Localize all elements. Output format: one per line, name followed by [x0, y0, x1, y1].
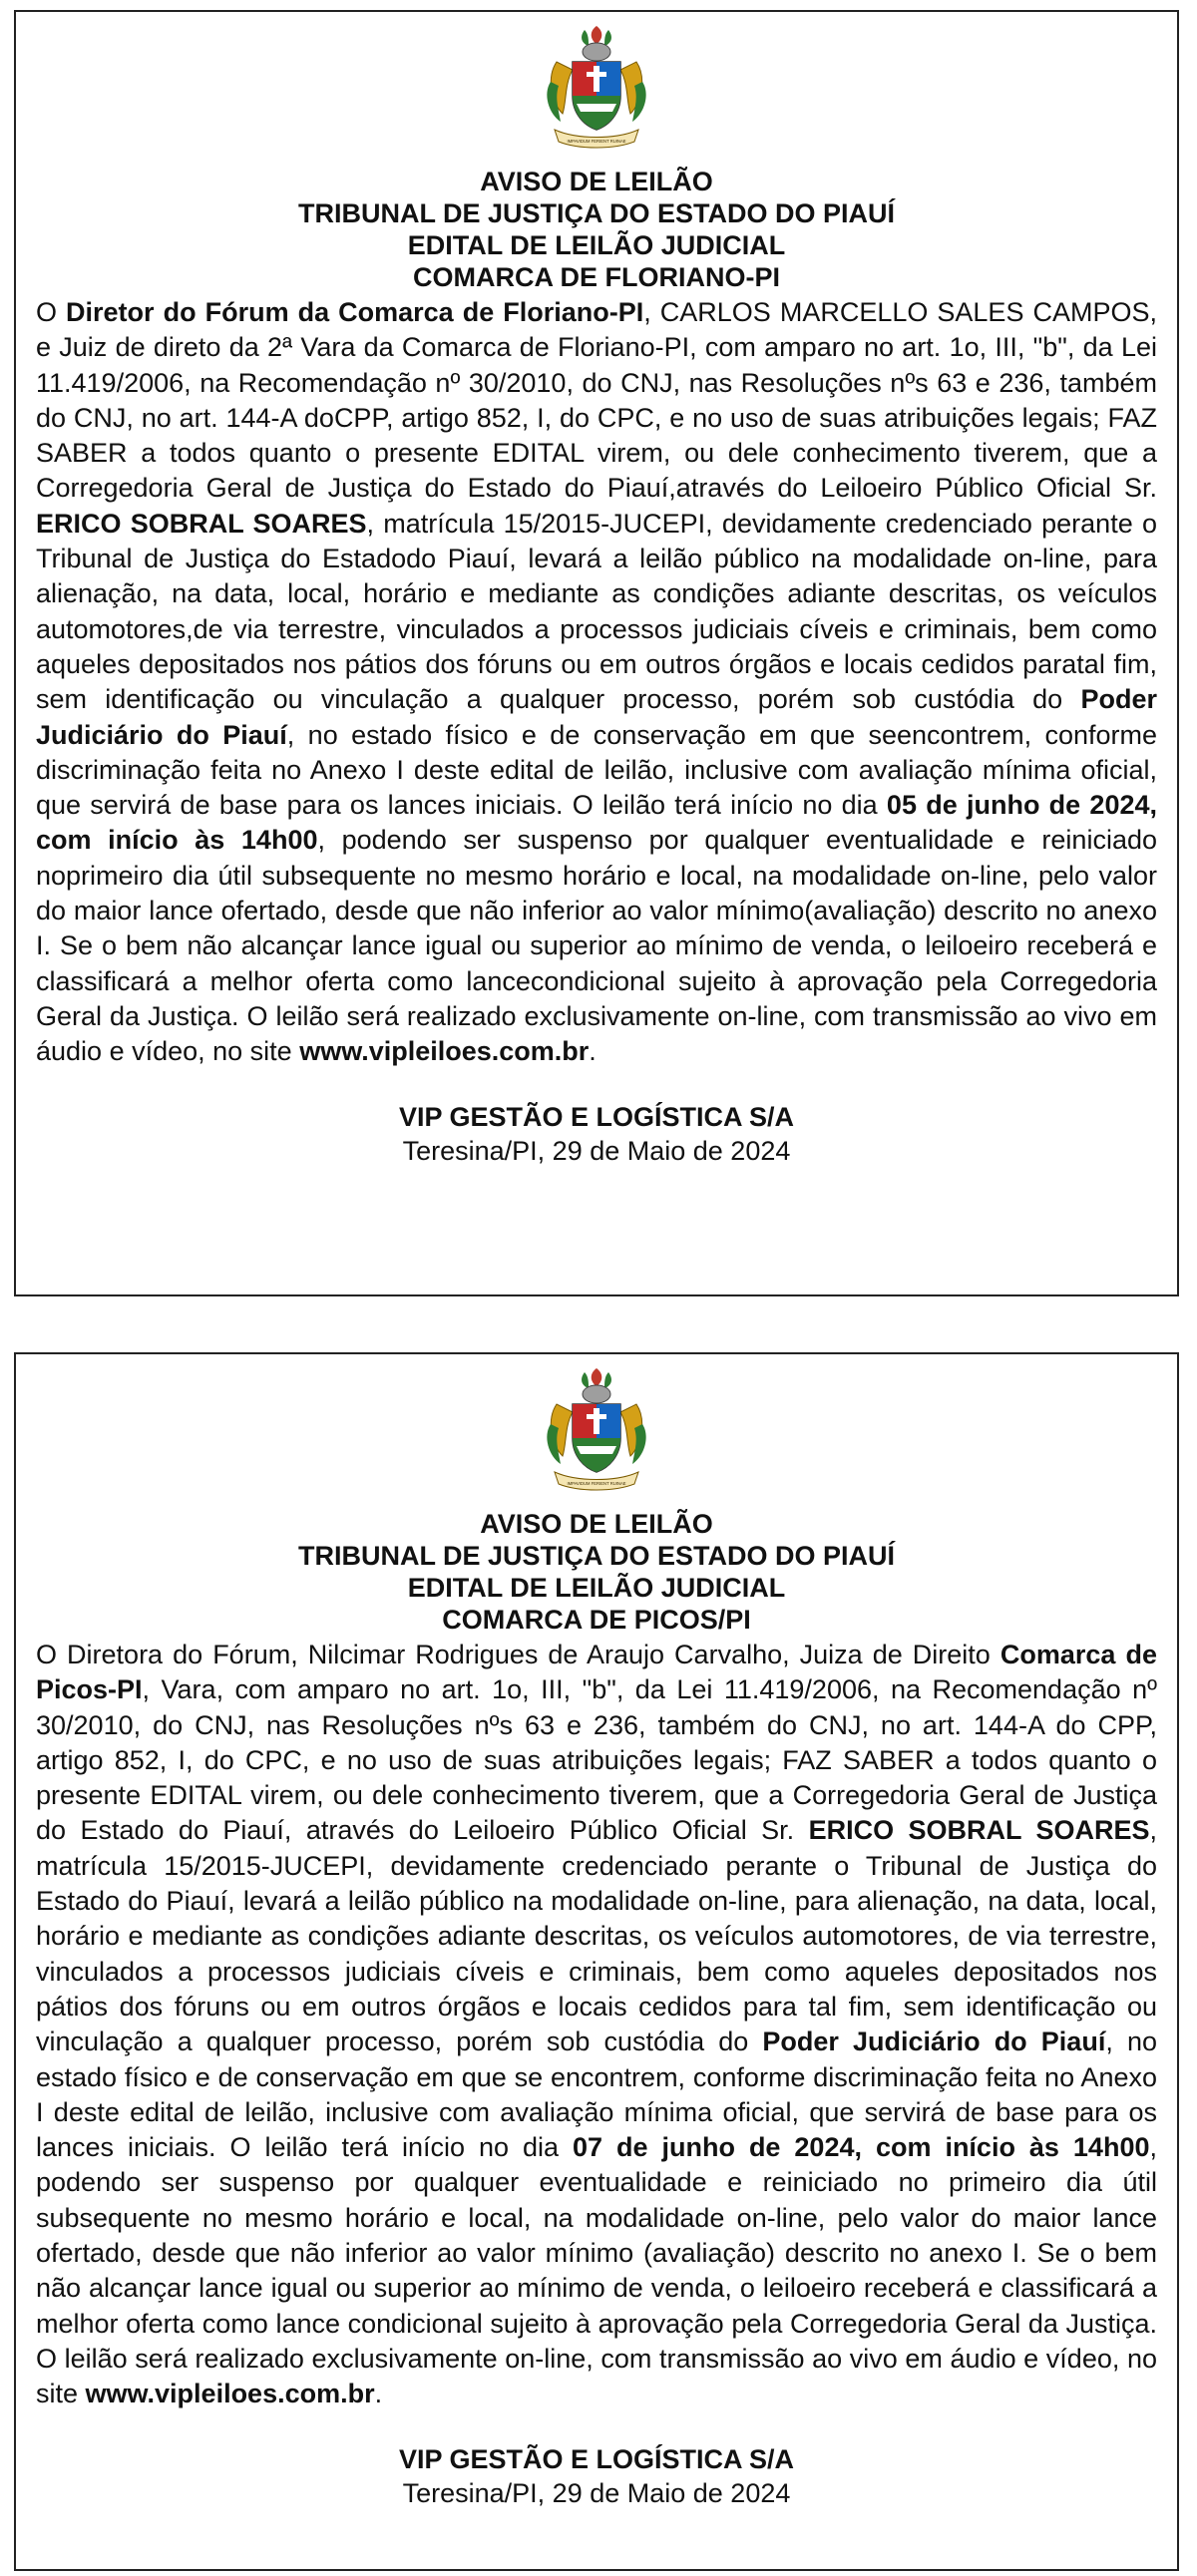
coat-of-arms-icon: [537, 22, 656, 152]
auction-notice-picos: [14, 1352, 1179, 2571]
crest-motto: IMPAVIDUM FERIENT RUINAE: [567, 139, 626, 144]
district-name: COMARCA DE FLORIANO-PI: [413, 262, 780, 292]
crest-motto: IMPAVIDUM FERIENT RUINAE: [567, 1481, 626, 1486]
body-text-segment: O Diretora do Fórum, Nilcimar Rodrigues de Araujo Carvalho, Juiza de Direito: [36, 1640, 1000, 1669]
coat-of-arms-icon: [537, 1364, 656, 1494]
body-bold-district: Comarca de Picos-PI: [36, 1640, 1157, 1705]
body-text-segment: , no estado físico e de conservação em que se encontrem, conforme discriminação feita no Anexo I deste edital de leilão, inclusive com avaliação mínima oficial, que servirá de base para os lances iniciais. O leilão terá início no dia: [36, 2026, 1157, 2163]
body-text-segment: , matrícula 15/2015-JUCEPI, devidamente credenciado perante o Tribunal de Justiça do Estadodo Piauí, levará a leilão público na modalidade on-line, para alienação, na data, local, horário e mediante as condições adiante descritas, os veículos automotores,de via terrestre, vinculados a processos judiciais cíveis e criminais, bem como aqueles depositados nos pátios dos fóruns ou em outros órgãos e locais cedidos paratal fim, sem identificação ou vinculação a qualquer processo, porém sob custódia do: [36, 508, 1157, 715]
body-bold-start-date: 07 de junho de 2024, com início às 14h00: [573, 2132, 1150, 2163]
notice-signature: [16, 2442, 1177, 2510]
notice-title: AVISO DE LEILÃO: [480, 1509, 713, 1539]
signature-company: VIP GESTÃO E LOGÍSTICA S/A: [398, 1101, 795, 1132]
notice-body: [36, 1638, 1157, 2412]
body-bold-auctioneer: ERICO SOBRAL SOARES: [808, 1815, 1150, 1846]
court-name: TRIBUNAL DE JUSTIÇA DO ESTADO DO PIAUÍ: [297, 198, 896, 228]
body-bold-website: www.vipleiloes.com.br: [299, 1036, 590, 1067]
body-bold-director: Diretor do Fórum da Comarca de Floriano-PI: [66, 297, 644, 327]
edict-type: EDITAL DE LEILÃO JUDICIAL: [407, 1573, 786, 1603]
district-name: COMARCA DE PICOS/PI: [442, 1605, 751, 1635]
body-bold-website: www.vipleiloes.com.br: [85, 2379, 375, 2409]
body-text-segment: .: [374, 2379, 383, 2409]
edict-type: EDITAL DE LEILÃO JUDICIAL: [407, 230, 786, 260]
notice-body: [36, 295, 1157, 1070]
signature-place-date: Teresina/PI, 29 de Maio de 2024: [402, 1135, 791, 1166]
body-text-segment: , podendo ser suspenso por qualquer eventualidade e reiniciado noprimeiro dia útil subsequente no mesmo horário e local, na modalidade on-line, pelo valor do maior lance ofertado, desde que não inferior ao valor mínimo(avaliação) descrito no anexo I. Se o bem não alcançar lance igual ou superior ao mínimo de venda, o leiloeiro receberá e classificará a melhor oferta como lancecondicional sujeito à aprovação pela Corregedoria Geral da Justiça. O leilão será realizado exclusivamente on-line, com transmissão ao vivo em áudio e vídeo, no site: [36, 825, 1157, 1067]
body-text-segment: .: [589, 1036, 597, 1067]
body-text-segment: , CARLOS MARCELLO SALES CAMPOS, e Juiz de direto da 2ª Vara da Comarca de Floriano-PI, com amparo no art. 1o, III, "b", da Lei 11.419/2006, na Recomendação nº 30/2010, do CNJ, nas Resoluções nºs 63 e 236, também do CNJ, no art. 144-A doCPP, artigo 852, I, do CPC, e no uso de suas atribuições legais; FAZ SABER a todos quanto o presente EDITAL virem, ou dele conhecimento tiverem, que a Corregedoria Geral de Justiça do Estado do Piauí,através do Leiloeiro Público Oficial Sr.: [36, 297, 1157, 504]
signature-company: VIP GESTÃO E LOGÍSTICA S/A: [398, 2443, 795, 2474]
body-bold-judiciary: Poder Judiciário do Piauí: [36, 684, 1157, 750]
body-text-segment: O: [36, 297, 67, 327]
body-text-segment: , podendo ser suspenso por qualquer eventualidade e reiniciado no primeiro dia útil subsequente no mesmo horário e local, na modalidade on-line, pelo valor do maior lance ofertado, desde que não inferior ao valor mínimo (avaliação) descrito no anexo I. Se o bem não alcançar lance igual ou superior ao mínimo de venda, o leiloeiro receberá e classificará a melhor oferta como lance condicional sujeito à aprovação pela Corregedoria Geral da Justiça. O leilão será realizado exclusivamente on-line, com transmissão ao vivo em áudio e vídeo, no site: [36, 2132, 1157, 2409]
body-bold-judiciary: Poder Judiciário do Piauí: [762, 2026, 1106, 2057]
signature-place-date: Teresina/PI, 29 de Maio de 2024: [402, 2477, 791, 2508]
court-name: TRIBUNAL DE JUSTIÇA DO ESTADO DO PIAUÍ: [297, 1541, 896, 1571]
body-text-segment: , no estado físico e de conservação em que seencontrem, conforme discriminação feita no Anexo I deste edital de leilão, inclusive com avaliação mínima oficial, que servirá de base para os lances iniciais. O leilão terá início no dia: [36, 719, 1157, 821]
body-bold-auctioneer: ERICO SOBRAL SOARES: [36, 508, 367, 539]
body-bold-start-date: 05 de junho de 2024, com início às 14h00: [36, 790, 1158, 856]
body-text-segment: , Vara, com amparo no art. 1o, III, "b", da Lei 11.419/2006, na Recomendação nº 30/2010, do CNJ, nas Resoluções nºs 63 e 236, também do CNJ, no art. 144-A do CPP, artigo 852, I, do CPC, e no uso de suas atribuições legais; FAZ SABER a todos quanto o presente EDITAL virem, ou dele conhecimento tiverem, que a Corregedoria Geral de Justiça do Estado do Piauí, através do Leiloeiro Público Oficial Sr.: [36, 1674, 1157, 1846]
notice-signature: [16, 1100, 1177, 1168]
notice-headings: [16, 1508, 1177, 1636]
auction-notice-floriano: [14, 10, 1179, 1296]
body-text-segment: , matrícula 15/2015-JUCEPI, devidamente credenciado perante o Tribunal de Justiça do Estado do Piauí, levará a leilão público na modalidade on-line, para alienação, na data, local, horário e mediante as condições adiante descritas, os veículos automotores, de via terrestre, vinculados a processos judiciais cíveis e criminais, bem como aqueles depositados nos pátios dos fóruns ou em outros órgãos e locais cedidos para tal fim, sem identificação ou vinculação a qualquer processo, porém sob custódia do: [36, 1815, 1157, 2057]
notice-headings: [16, 166, 1177, 293]
notice-title: AVISO DE LEILÃO: [480, 167, 713, 196]
